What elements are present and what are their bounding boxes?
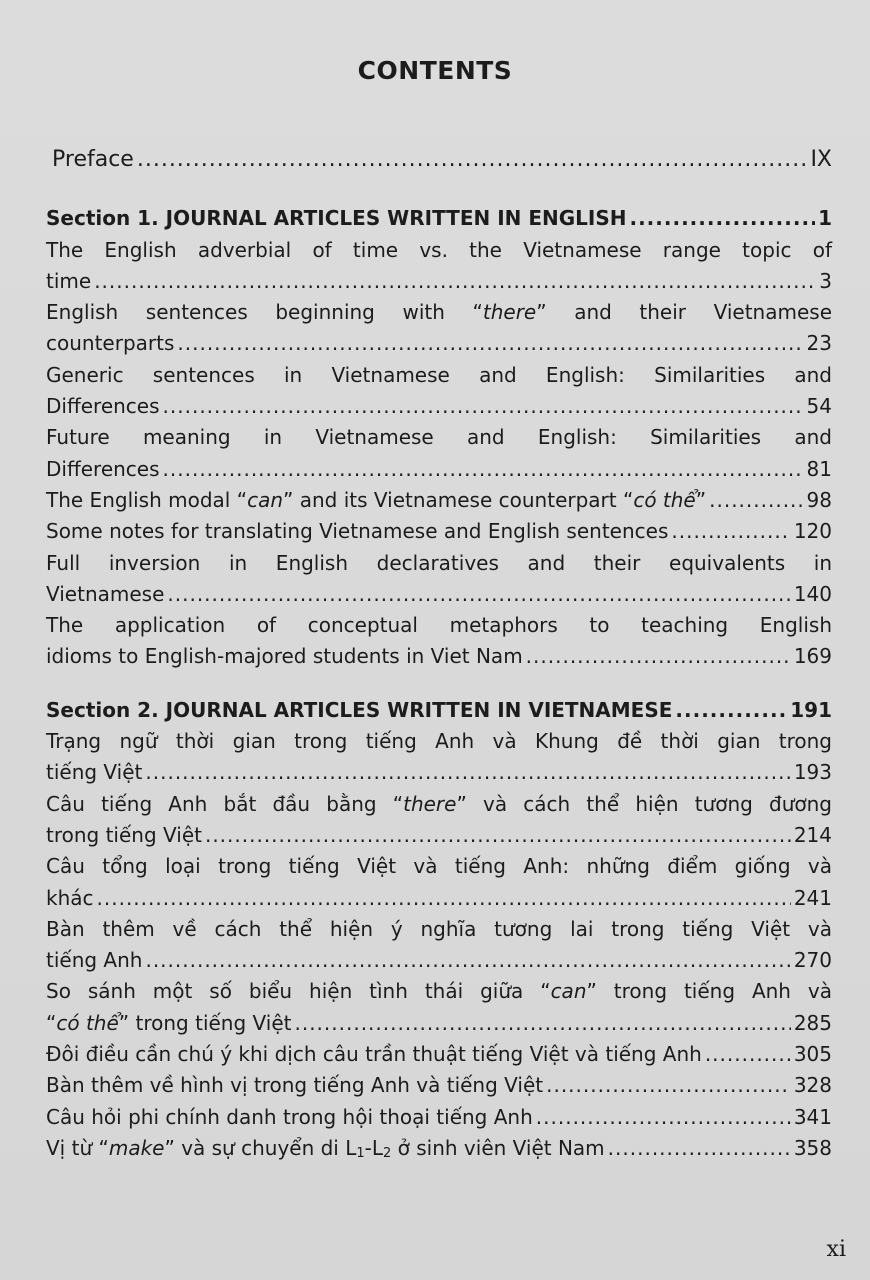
toc-section-2[interactable]: [46, 695, 832, 726]
toc-entry[interactable]: [46, 851, 832, 914]
leader-dots: [167, 579, 790, 610]
entry-title: khác: [46, 885, 94, 910]
page-number: 120: [793, 519, 832, 544]
folio-page-number: xi: [826, 1237, 846, 1262]
leader-dots: [705, 1039, 791, 1070]
leader-dots: [546, 1070, 791, 1101]
page-number: 54: [806, 394, 832, 419]
page-number: 305: [793, 1042, 832, 1067]
entry-title: Differences: [46, 456, 160, 481]
entry-title-line: Generic sentences in Vietnamese and English: Similarities and: [46, 362, 832, 387]
toc-entry[interactable]: [46, 360, 832, 423]
page-number: IX: [810, 147, 832, 172]
entry-title: trong tiếng Việt: [46, 822, 202, 847]
leader-dots: [709, 485, 803, 516]
page-number: 193: [793, 760, 832, 785]
leader-dots: [163, 391, 804, 422]
leader-dots: [205, 820, 791, 851]
page-number: 23: [806, 331, 832, 356]
page-number: 191: [790, 697, 832, 722]
section-title: Section 2. JOURNAL ARTICLES WRITTEN IN VIETNAMESE: [46, 697, 673, 722]
entry-title: “có thể” trong tiếng Việt: [46, 1010, 292, 1035]
entry-title-line: So sánh một số biểu hiện tình thái giữa “can” trong tiếng Anh và: [46, 979, 832, 1004]
toc-entry[interactable]: [46, 789, 832, 852]
toc-entry[interactable]: [46, 297, 832, 360]
page-number: 3: [819, 268, 832, 293]
toc-entry[interactable]: [46, 548, 832, 611]
entry-title: Preface: [52, 147, 134, 172]
toc-entry-preface[interactable]: [52, 144, 832, 175]
toc-entry[interactable]: [46, 235, 832, 298]
toc-section-1[interactable]: [46, 203, 832, 234]
page-number: 1: [818, 206, 832, 231]
entry-title-line: Full inversion in English declaratives and their equivalents in: [46, 550, 832, 575]
table-of-contents: [46, 144, 832, 1169]
entry-title: Vietnamese: [46, 581, 165, 606]
entry-title-line: Câu tiếng Anh bắt đầu bằng “there” và cách thể hiện tương đương: [46, 791, 832, 816]
entry-title: Differences: [46, 394, 160, 419]
leader-dots: [675, 695, 787, 726]
entry-title: time: [46, 268, 92, 293]
entry-title: Câu hỏi phi chính danh trong hội thoại tiếng Anh: [46, 1104, 533, 1129]
page-number: 270: [793, 948, 832, 973]
toc-entry[interactable]: [46, 516, 832, 547]
toc-entry[interactable]: [46, 1070, 832, 1101]
entry-title-line: English sentences beginning with “there” and their Vietnamese: [46, 300, 832, 325]
toc-entry[interactable]: [46, 485, 832, 516]
toc-entry[interactable]: [46, 726, 832, 789]
page-number: 214: [793, 822, 832, 847]
entry-title-line: Câu tổng loại trong tiếng Việt và tiếng Anh: những điểm giống và: [46, 854, 832, 879]
entry-title: Bàn thêm về hình vị trong tiếng Anh và tiếng Việt: [46, 1073, 544, 1098]
toc-entry[interactable]: [46, 1039, 832, 1070]
entry-title: Đôi điều cần chú ý khi dịch câu trần thuật tiếng Việt và tiếng Anh: [46, 1042, 702, 1067]
page-number: 328: [793, 1073, 832, 1098]
page-number: 98: [806, 487, 832, 512]
page-number: 140: [793, 581, 832, 606]
leader-dots: [145, 945, 790, 976]
entry-title: Vị từ “make” và sự chuyển di $L_1-L_2$ ở sinh viên Việt Nam: [46, 1135, 605, 1161]
leader-dots: [526, 641, 791, 672]
page-number: 169: [793, 644, 832, 669]
page-number: 341: [793, 1104, 832, 1129]
entry-title-line: Trạng ngữ thời gian trong tiếng Anh và Khung đề thời gian trong: [46, 729, 832, 754]
leader-dots: [97, 883, 791, 914]
entry-title: idioms to English-majored students in Viet Nam: [46, 644, 523, 669]
toc-entry[interactable]: [46, 976, 832, 1039]
toc-entry[interactable]: [46, 422, 832, 485]
leader-dots: [137, 144, 808, 175]
entry-title: The English modal “can” and its Vietnamese counterpart “có thể”: [46, 487, 707, 512]
page-number: 285: [793, 1010, 832, 1035]
page-title: CONTENTS: [357, 56, 513, 85]
toc-entry[interactable]: [46, 1102, 832, 1133]
leader-dots: [94, 266, 816, 297]
leader-dots: [629, 203, 815, 234]
leader-dots: [671, 516, 790, 547]
leader-dots: [163, 454, 804, 485]
leader-dots: [608, 1133, 791, 1164]
entry-title: tiếng Việt: [46, 760, 143, 785]
page-number: 241: [793, 885, 832, 910]
toc-entry[interactable]: [46, 1133, 832, 1169]
leader-dots: [536, 1102, 791, 1133]
page-number: 358: [793, 1135, 832, 1160]
leader-dots: [294, 1008, 790, 1039]
section-title: Section 1. JOURNAL ARTICLES WRITTEN IN ENGLISH: [46, 206, 627, 231]
toc-entry[interactable]: [46, 610, 832, 673]
leader-dots: [145, 757, 790, 788]
page-number: 81: [806, 456, 832, 481]
entry-title-line: Bàn thêm về cách thể hiện ý nghĩa tương lai trong tiếng Việt và: [46, 916, 832, 941]
toc-entry[interactable]: [46, 914, 832, 977]
entry-title-line: The English adverbial of time vs. the Vietnamese range topic of: [46, 237, 832, 262]
entry-title-line: Future meaning in Vietnamese and English: Similarities and: [46, 425, 832, 450]
entry-title: tiếng Anh: [46, 948, 143, 973]
entry-title: counterparts: [46, 331, 175, 356]
entry-title-line: The application of conceptual metaphors to teaching English: [46, 613, 832, 638]
entry-title: Some notes for translating Vietnamese and English sentences: [46, 519, 669, 544]
leader-dots: [177, 328, 803, 359]
